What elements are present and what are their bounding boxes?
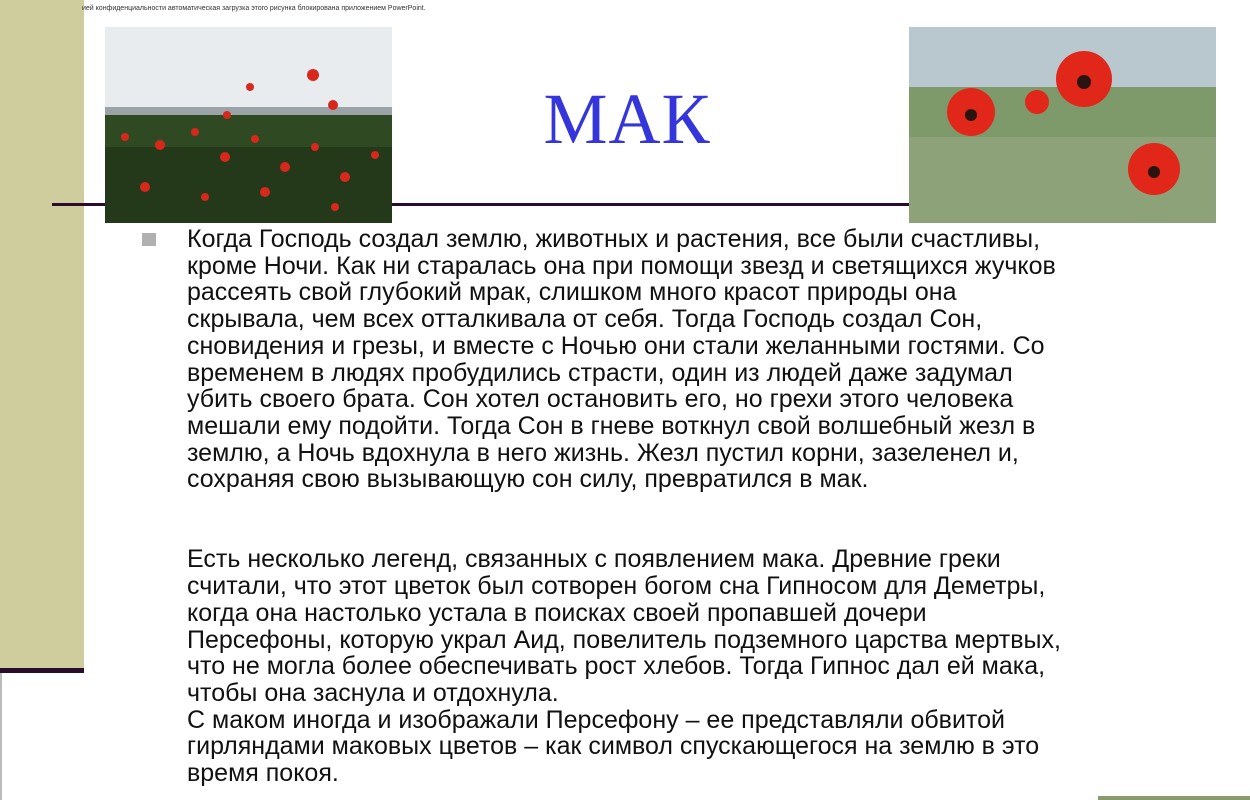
blocked-image-notice: ией конфиденциальности автоматическая загрузка этого рисунка блокирована приложением PowerPoint. <box>82 5 426 12</box>
text-line: сновидения и грезы, и вместе с Ночью они стали желанными гостями. Со <box>187 331 1045 360</box>
text-line: гирляндами маковых цветов – как символ спускающегося на землю в это <box>187 732 1040 761</box>
next-image-edge <box>1098 796 1250 800</box>
text-line: рассеять свой глубокий мрак, слишком много красот природы она <box>187 278 957 307</box>
text-line: землю, а Ночь вдохнула в него жизнь. Жезл пустил корни, зазеленел и, <box>187 438 1019 467</box>
text-line: мешали ему подойти. Тогда Сон в гневе воткнул свой волшебный жезл в <box>187 411 1036 440</box>
text-line: временем в людях пробудились страсти, один из людей даже задумал <box>187 358 1013 387</box>
text-line: кроме Ночи. Как ни старалась она при помощи звезд и светящихся жучков <box>187 251 1056 280</box>
poppy-field-photo <box>105 27 392 223</box>
text-line: Есть несколько легенд, связанных с появлением мака. Древние греки <box>187 545 1001 574</box>
text-line: считали, что этот цветок был сотворен богом сна Гипносом для Деметры, <box>187 572 1046 601</box>
paragraph-1 <box>187 226 1061 493</box>
slide-side-band <box>0 0 84 668</box>
text-line: сохраняя свою вызывающую сон силу, превратился в мак. <box>187 465 869 494</box>
text-line: время покоя. <box>187 759 339 788</box>
paragraph-2 <box>187 546 1061 786</box>
poppy-closeup-photo <box>909 27 1216 223</box>
bullet-square-icon <box>142 233 156 246</box>
side-band-rule <box>0 668 84 673</box>
text-line: убить своего брата. Сон хотел остановить его, но грехи этого человека <box>187 385 1014 414</box>
slide-title: МАК <box>543 79 711 159</box>
text-line: скрывала, чем всех отталкивала от себя. Тогда Господь создал Сон, <box>187 305 983 334</box>
text-line: чтобы она заснула и отдохнула. <box>187 678 559 707</box>
text-line: Персефоны, которую украл Аид, повелитель подземного царства мертвых, <box>187 625 1061 654</box>
text-line: что не могла более обеспечивать рост хлебов. Тогда Гипнос дал ей мака, <box>187 652 1046 681</box>
slide-edge <box>0 673 2 800</box>
slide-body-text <box>187 226 1061 787</box>
text-line: С маком иногда и изображали Персефону – ее представляли обвитой <box>187 705 1005 734</box>
text-line: когда она настолько устала в поисках своей пропавшей дочери <box>187 598 927 627</box>
text-line: Когда Господь создал землю, животных и растения, все были счастливы, <box>187 225 1041 253</box>
